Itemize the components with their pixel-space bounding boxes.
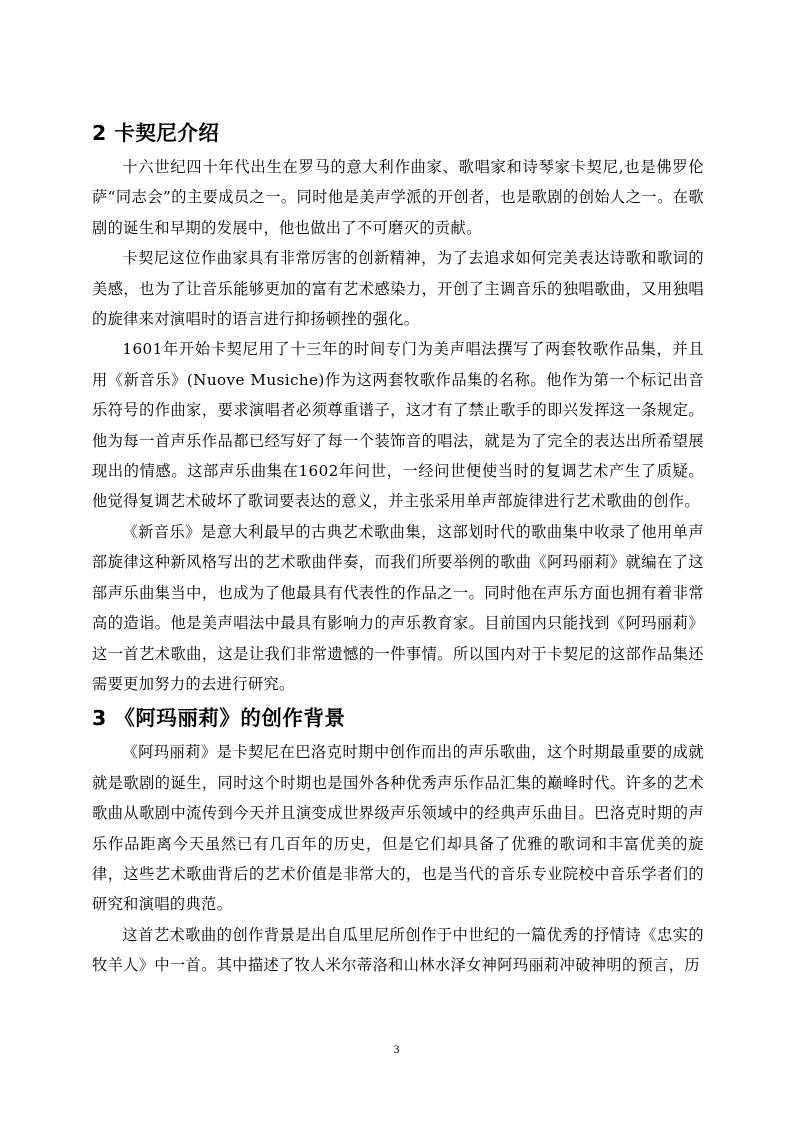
page-number: 3 xyxy=(393,1042,400,1056)
page-content xyxy=(92,114,704,981)
paragraph: 1601年开始卡契尼用了十三年的时间专门为美声唱法撰写了两套牧歌作品集，并且用《新音乐》(Nuove Musiche)作为这两套牧歌作品集的名称。他作为第一个标记出音乐符号的作曲家，要求演唱者必须尊重谱子，这才有了禁止歌手的即兴发挥这一条规定。他为每一首声乐作品都已经写好了每一个装饰音的唱法，就是为了完全的表达出所希望展现出的情感。这部声乐曲集在1602年问世，一经问世便使当时的复调艺术产生了质疑。他觉得复调艺术破坏了歌词要表达的意义，并主张采用单声部旋律进行艺术歌曲的创作。 xyxy=(92,340,704,511)
paragraph: 十六世纪四十年代出生在罗马的意大利作曲家、歌唱家和诗琴家卡契尼,也是佛罗伦萨“同志会”的主要成员之一。同时他是美声学派的开创者，也是歌剧的创始人之一。在歌剧的诞生和早期的发展中，他也做出了不可磨灭的贡献。 xyxy=(92,158,704,237)
paragraph: 《新音乐》是意大利最早的古典艺术歌曲集，这部划时代的歌曲集中收录了他用单声部旋律这种新风格写出的艺术歌曲伴奏，而我们所要举例的歌曲《阿玛丽莉》就编在了这部声乐曲集当中，也成为了他最具有代表性的作品之一。同时他在声乐方面也拥有着非常高的造诣。他是美声唱法中最具有影响力的声乐教育家。目前国内只能找到《阿玛丽莉》这一首艺术歌曲，这是让我们非常遗憾的一件事情。所以国内对于卡契尼的这部作品集还需要更加努力的去进行研究。 xyxy=(92,522,704,693)
section-heading-background: 3 《阿玛丽莉》的创作背景 xyxy=(92,706,346,731)
paragraph: 这首艺术歌曲的创作背景是出自瓜里尼所创作于中世纪的一篇优秀的抒情诗《忠实的牧羊人》中一首。其中描述了牧人米尔蒂洛和山林水泽女神阿玛丽莉冲破神明的预言，历 xyxy=(92,925,704,975)
section-heading-intro: 2 卡契尼介绍 xyxy=(92,121,220,145)
paragraph: 《阿玛丽莉》是卡契尼在巴洛克时期中创作而出的声乐歌曲，这个时期最重要的成就就是歌剧的诞生，同时这个时期也是国外各种优秀声乐作品汇集的巅峰时代。许多的艺术歌曲从歌剧中流传到今天并且演变成世界级声乐领域中的经典声乐曲目。巴洛克时期的声乐作品距离今天虽然已有几百年的历史，但是它们却具备了优雅的歌词和丰富优美的旋律，这些艺术歌曲背后的艺术价值是非常大的，也是当代的音乐专业院校中音乐学者们的研究和演唱的典范。 xyxy=(92,743,704,914)
paragraph: 卡契尼这位作曲家具有非常厉害的创新精神，为了去追求如何完美表达诗歌和歌词的美感，也为了让音乐能够更加的富有艺术感染力，开创了主调音乐的独唱歌曲，又用独唱的旋律来对演唱时的语言进行抑扬顿挫的强化。 xyxy=(92,249,704,329)
